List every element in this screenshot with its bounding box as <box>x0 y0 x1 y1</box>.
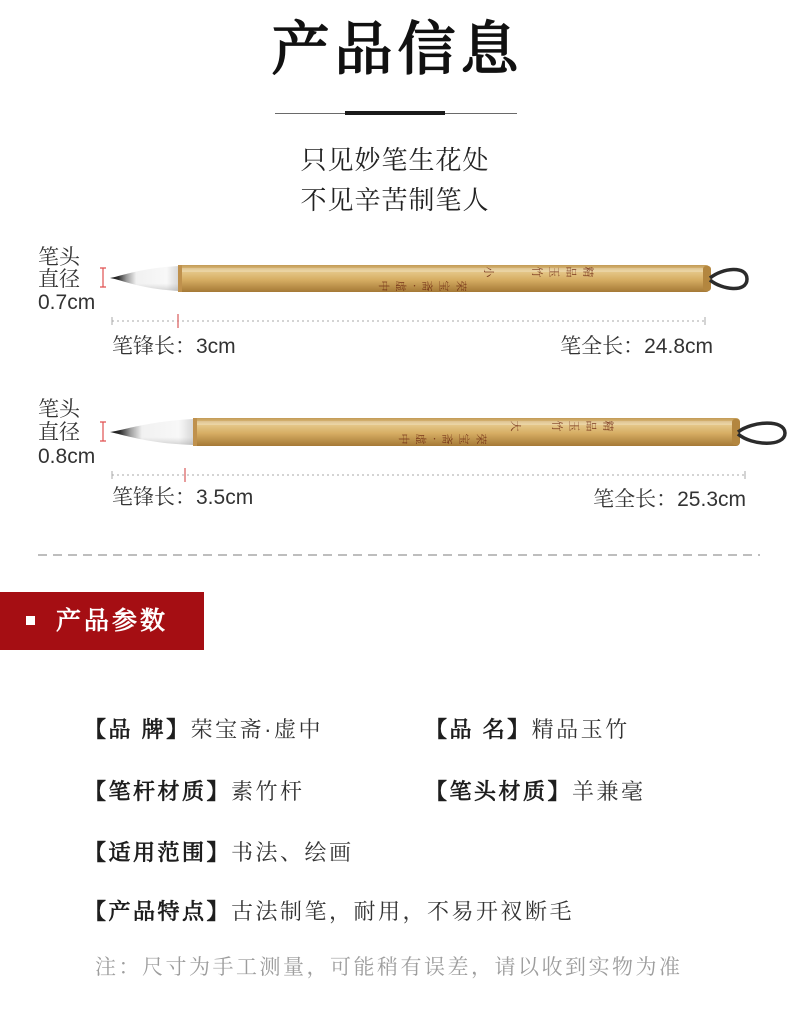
param-usage-value: 书法、绘画 <box>231 840 354 865</box>
brush-small-engraving-size: 小 <box>477 265 495 278</box>
brush-large-total-length: 笔全长：25.3cm <box>593 488 746 511</box>
param-brand-value: 荣宝斋·虚中 <box>190 717 323 742</box>
brush-small-total-length: 笔全长：24.8cm <box>560 335 713 358</box>
param-features <box>84 897 574 927</box>
brush-large-engraving-size: 大 <box>504 419 522 432</box>
brush-small-end-cap <box>703 266 711 291</box>
brush-small-engraving-name: 精品玉竹 <box>526 265 594 278</box>
brush-small-head-diameter: 0.7cm <box>38 291 96 314</box>
brush-small <box>100 265 747 328</box>
param-shaft-material <box>84 777 305 807</box>
measurement-note: 注：尺寸为手工测量，可能稍有误差，请以收到实物为准 <box>95 956 683 979</box>
brush-small-engraving-brand: 荣宝斋·虚中 <box>372 279 468 292</box>
param-head-material <box>425 777 646 807</box>
page-title: 产品信息 <box>271 17 524 82</box>
param-features-value: 古法制笔，耐用，不易开衩断毛 <box>231 899 575 924</box>
brush-large-hanging-loop <box>738 423 785 443</box>
brush-small-hanging-loop <box>710 269 747 288</box>
param-brand-label: 【品 牌】 <box>84 717 191 742</box>
poem-line-1: 只见妙笔生花处 <box>300 145 490 175</box>
brush-small-tip-length: 笔锋长：3cm <box>112 335 236 358</box>
brush-large-head-label-line2: 直径 <box>38 421 80 444</box>
brush-small-head-label-line2: 直径 <box>38 268 80 291</box>
params-section-title: 产品参数 <box>56 607 169 635</box>
param-features-label: 【产品特点】 <box>84 899 232 924</box>
param-name-label: 【品 名】 <box>425 717 532 742</box>
param-brand <box>84 715 323 745</box>
diameter-marker-small <box>100 268 106 287</box>
param-head-material-value: 羊兼毫 <box>572 779 646 804</box>
square-bullet-icon <box>26 616 35 625</box>
brush-large <box>100 418 785 482</box>
brush-small-head-label-line1: 笔头 <box>38 246 80 269</box>
param-name <box>425 715 630 745</box>
diameter-marker-large <box>100 422 106 441</box>
param-shaft-material-value: 素竹杆 <box>231 779 305 804</box>
brush-large-tip-length: 笔锋长：3.5cm <box>112 486 254 509</box>
poem-line-2: 不见辛苦制笔人 <box>300 185 490 215</box>
param-head-material-label: 【笔头材质】 <box>425 779 573 804</box>
param-name-value: 精品玉竹 <box>531 717 630 742</box>
brush-large-engraving-name: 精品玉竹 <box>546 419 614 432</box>
brush-large-engraving-brand: 荣宝斋·虚中 <box>392 432 488 445</box>
param-shaft-material-label: 【笔杆材质】 <box>84 779 232 804</box>
param-usage-label: 【适用范围】 <box>84 840 232 865</box>
brush-large-head-label-line1: 笔头 <box>38 398 80 421</box>
param-usage <box>84 838 354 868</box>
brush-large-head-diameter: 0.8cm <box>38 445 96 468</box>
